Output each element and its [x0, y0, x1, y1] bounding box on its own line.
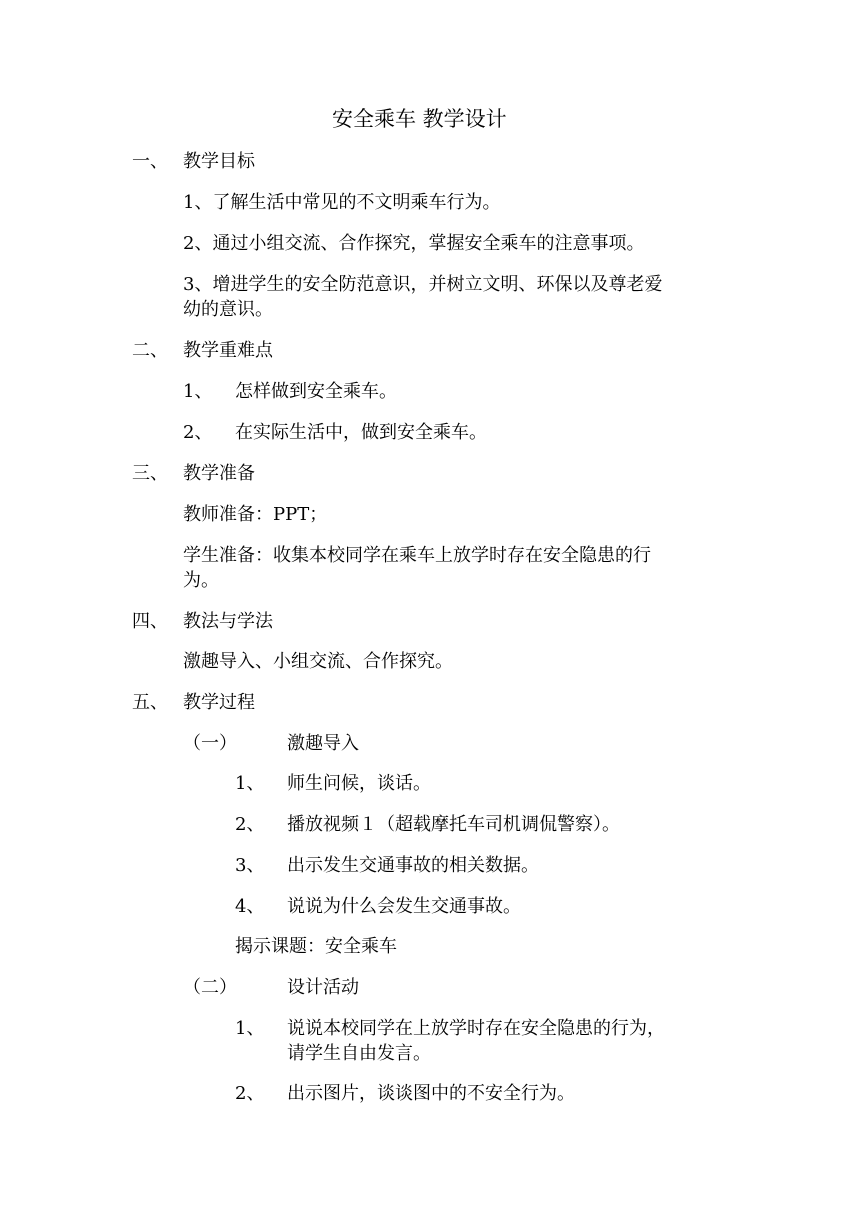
methods-text: 激趣导入、小组交流、合作探究。 — [183, 651, 453, 672]
key-point-1-number: 1、 — [183, 381, 213, 402]
section-2-heading: 教学重难点 — [183, 340, 273, 361]
section-1-number: 一、 — [132, 151, 168, 172]
step-2-number: 2、 — [235, 814, 265, 835]
step-1-number: 1、 — [235, 773, 265, 794]
section-3-heading: 教学准备 — [183, 463, 255, 484]
section-4-heading: 教法与学法 — [183, 611, 273, 632]
section-5-number: 五、 — [132, 692, 168, 713]
subsection-1-number: （一） — [183, 733, 237, 754]
document-title: 安全乘车 教学设计 — [332, 107, 507, 131]
section-1-heading: 教学目标 — [183, 151, 255, 172]
key-point-2-number: 2、 — [183, 422, 213, 443]
topic-reveal: 揭示课题：安全乘车 — [235, 936, 397, 957]
activity-1-text: 说说本校同学在上放学时存在安全隐患的行为， — [287, 1018, 665, 1039]
step-2-text: 播放视频１（超载摩托车司机调侃警察）。 — [287, 814, 620, 835]
step-3-number: 3、 — [235, 855, 265, 876]
step-3-text: 出示发生交通事故的相关数据。 — [287, 855, 539, 876]
objective-2: 2、通过小组交流、合作探究，掌握安全乘车的注意事项。 — [183, 233, 645, 254]
activity-2-number: 2、 — [235, 1083, 265, 1104]
key-point-1-text: 怎样做到安全乘车。 — [235, 381, 397, 402]
student-preparation: 学生准备：收集本校同学在乘车上放学时存在安全隐患的行 — [183, 545, 651, 566]
objective-1: 1、了解生活中常见的不文明乘车行为。 — [183, 192, 501, 213]
objective-3-continued: 幼的意识。 — [183, 299, 273, 320]
key-point-2-text: 在实际生活中，做到安全乘车。 — [235, 422, 487, 443]
subsection-2-heading: 设计活动 — [287, 977, 359, 998]
student-preparation-continued: 为。 — [183, 570, 219, 591]
step-4-number: 4、 — [235, 896, 265, 917]
objective-3: 3、增进学生的安全防范意识，并树立文明、环保以及尊老爱 — [183, 274, 663, 295]
activity-2-text: 出示图片，谈谈图中的不安全行为。 — [287, 1083, 575, 1104]
activity-1-number: 1、 — [235, 1018, 265, 1039]
subsection-1-heading: 激趣导入 — [287, 733, 359, 754]
activity-1-text-continued: 请学生自由发言。 — [287, 1043, 431, 1064]
step-1-text: 师生问候，谈话。 — [287, 773, 431, 794]
subsection-2-number: （二） — [183, 977, 237, 998]
section-2-number: 二、 — [132, 340, 168, 361]
step-4-text: 说说为什么会发生交通事故。 — [287, 896, 521, 917]
section-5-heading: 教学过程 — [183, 692, 255, 713]
section-3-number: 三、 — [132, 463, 168, 484]
teacher-preparation: 教师准备：PPT； — [183, 504, 328, 525]
section-4-number: 四、 — [132, 611, 168, 632]
